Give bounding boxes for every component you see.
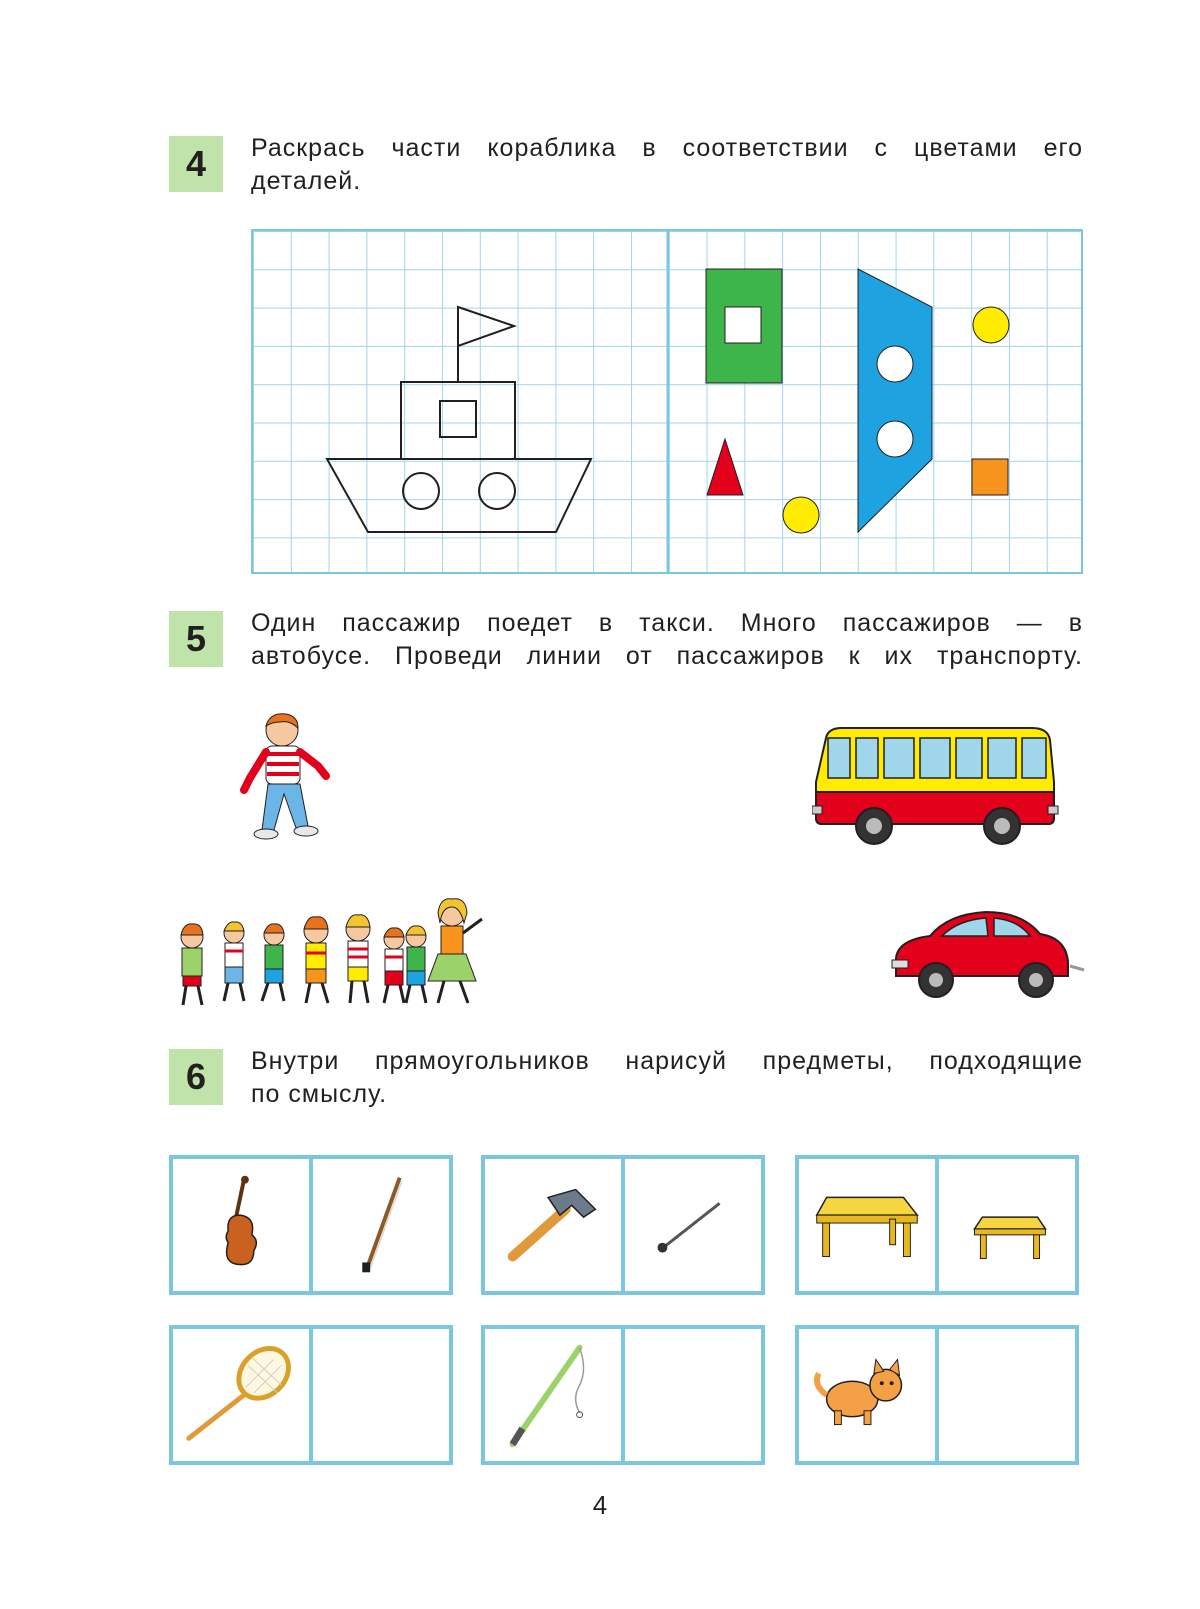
task-6-text bbox=[251, 1045, 1083, 1111]
cabin-window-hole bbox=[725, 307, 761, 343]
task-4-text bbox=[251, 132, 1083, 198]
ship-cabin-outline[interactable] bbox=[401, 382, 515, 459]
task-5-number: 5 bbox=[169, 611, 223, 667]
nail-icon bbox=[625, 1159, 761, 1291]
orange-square-piece bbox=[972, 459, 1008, 495]
red-triangle-flag-piece bbox=[707, 439, 743, 495]
tennis-racket-icon bbox=[173, 1329, 309, 1461]
cell-empty-rod-answer[interactable] bbox=[621, 1329, 761, 1461]
cell-small-table bbox=[935, 1159, 1075, 1291]
small-table-icon bbox=[939, 1159, 1075, 1291]
hull-hole-top bbox=[877, 346, 913, 382]
task-5-text bbox=[251, 607, 1083, 673]
ship-porthole-right-outline[interactable] bbox=[479, 473, 515, 509]
task-6-text-line1: Внутри прямоугольников нарисуй предметы, подходящие bbox=[251, 1047, 1083, 1075]
cat-icon bbox=[799, 1329, 935, 1461]
bow-icon bbox=[313, 1159, 449, 1291]
task-4-text-line1: Раскрась части кораблика в соответствии с цветами его bbox=[251, 134, 1083, 162]
task-4-number: 4 bbox=[169, 136, 223, 192]
yellow-circle-top bbox=[973, 307, 1009, 343]
bus-transport[interactable] bbox=[812, 726, 1060, 850]
ship-flag-outline[interactable] bbox=[458, 307, 514, 346]
ship-outline[interactable] bbox=[327, 307, 591, 532]
cell-hammer bbox=[485, 1159, 621, 1291]
pair-violin-bow bbox=[169, 1155, 453, 1295]
cell-big-table bbox=[799, 1159, 935, 1291]
taxi-car-transport[interactable] bbox=[890, 910, 1085, 1002]
page-number: 4 bbox=[592, 1490, 608, 1520]
ship-window-outline[interactable] bbox=[440, 401, 476, 437]
cell-cat bbox=[799, 1329, 935, 1461]
task-6-text-line2: по смыслу. bbox=[251, 1080, 388, 1108]
pair-fishing-rod-empty bbox=[481, 1325, 765, 1465]
pair-cat-empty bbox=[795, 1325, 1079, 1465]
blue-hull-piece bbox=[858, 269, 932, 532]
ship-porthole-left-outline[interactable] bbox=[403, 473, 439, 509]
yellow-circle-bottom bbox=[783, 497, 819, 533]
cell-empty-cat-answer[interactable] bbox=[935, 1329, 1075, 1461]
ship-puzzle-drawing bbox=[251, 229, 1083, 574]
ship-hull-outline[interactable] bbox=[327, 459, 591, 532]
cell-empty-racket-answer[interactable] bbox=[309, 1329, 449, 1461]
cell-bow bbox=[309, 1159, 449, 1291]
boy-passenger[interactable] bbox=[240, 710, 340, 845]
task-5-text-line1: Один пассажир поедет в такси. Много пассажиров — в bbox=[251, 609, 1083, 637]
violin-icon bbox=[173, 1159, 309, 1291]
pair-racket-empty bbox=[169, 1325, 453, 1465]
hull-hole-bottom bbox=[877, 421, 913, 457]
big-table-icon bbox=[799, 1159, 935, 1291]
task-6-number: 6 bbox=[169, 1049, 223, 1105]
fishing-rod-icon bbox=[485, 1329, 621, 1461]
task-4-text-line2: деталей. bbox=[251, 167, 362, 195]
cell-violin bbox=[173, 1159, 309, 1291]
cell-nail bbox=[621, 1159, 761, 1291]
pair-big-small-table bbox=[795, 1155, 1079, 1295]
cell-racket bbox=[173, 1329, 309, 1461]
hammer-icon bbox=[485, 1159, 621, 1291]
pair-hammer-nail bbox=[481, 1155, 765, 1295]
task-5-text-line2: автобусе. Проведи линии от пассажиров к их транспорту. bbox=[251, 642, 1083, 670]
cell-fishing-rod bbox=[485, 1329, 621, 1461]
group-of-passengers[interactable] bbox=[170, 895, 490, 1010]
